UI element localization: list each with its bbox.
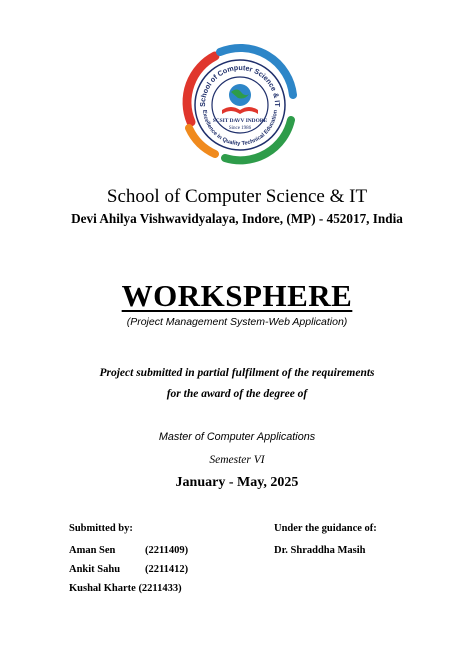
university-address: Devi Ahilya Vishwavidyalaya, Indore, (MP) - 452017, India: [71, 211, 403, 226]
submitted-by-label: Submitted by:: [69, 523, 133, 534]
degree-name: Master of Computer Applications: [158, 431, 316, 443]
logo-inner-label: SCSIT DAVV INDORE: [212, 118, 268, 124]
student-name: Aman Sen: [69, 545, 116, 556]
student-name-text: Kushal Kharte: [69, 583, 136, 594]
logo-emblem: [175, 40, 305, 170]
guide-name: Dr. Shraddha Masih: [274, 545, 366, 556]
project-title-text: WORKSPHERE: [121, 278, 353, 313]
student-id: (2211433): [138, 583, 182, 594]
logo-since: Since 1986: [228, 126, 252, 131]
logo-motto: Excellence in Quality Technical Education: [201, 109, 279, 148]
submission-line-1: Project submitted in partial fulfilment of the requirements: [99, 367, 375, 379]
project-subtitle: (Project Management System-Web Application): [126, 316, 348, 328]
institute-logo: [175, 40, 305, 170]
student-id: (2211409): [145, 545, 189, 556]
semester: Semester VI: [209, 454, 265, 466]
submission-line-2: for the award of the degree of: [166, 388, 308, 400]
student-id: (2211412): [145, 564, 189, 575]
student-name: [69, 583, 182, 594]
logo-arc-text: School of Computer Science & IT: [197, 62, 283, 107]
session: January - May, 2025: [175, 475, 299, 490]
guidance-label: Under the guidance of:: [274, 523, 377, 534]
project-title: [0, 278, 474, 314]
school-name: School of Computer Science & IT: [106, 186, 368, 207]
student-name: Ankit Sahu: [69, 564, 121, 575]
